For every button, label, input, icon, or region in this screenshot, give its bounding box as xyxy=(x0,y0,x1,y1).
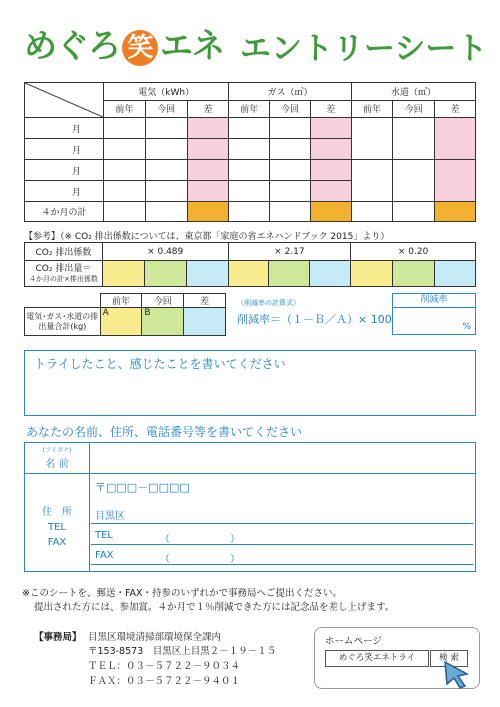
contact-heading: あなたの名前、住所、電話番号等を書いてください xyxy=(26,425,303,439)
total-label: ４か月の計 xyxy=(25,202,104,222)
input-cell[interactable] xyxy=(145,160,187,181)
coef-gas: × 2.17 xyxy=(228,243,351,261)
input-cell[interactable] xyxy=(104,118,146,139)
month-label: 月 xyxy=(25,160,104,181)
emission-cell[interactable] xyxy=(393,261,435,287)
group-water: 水道（㎥） xyxy=(351,83,475,101)
ward-label: 目黒区 xyxy=(95,511,125,522)
search-text[interactable]: めぐろ笑エネトライ xyxy=(325,650,429,667)
office-label: 【事務局】 xyxy=(34,632,82,643)
cell-diff[interactable] xyxy=(184,308,226,336)
fax-field-label: FAX xyxy=(95,550,114,561)
input-cell[interactable] xyxy=(145,202,187,222)
name-input[interactable] xyxy=(90,443,475,473)
reduction-rate-label: 削減率 xyxy=(393,294,475,308)
input-cell[interactable] xyxy=(229,118,270,139)
diff-cell[interactable] xyxy=(310,160,351,181)
title-part1: めぐろ xyxy=(24,26,120,65)
input-cell[interactable] xyxy=(229,202,270,222)
coef-water: × 0.20 xyxy=(351,243,476,261)
diff-cell[interactable] xyxy=(435,160,476,202)
emission-cell[interactable] xyxy=(144,261,186,287)
cell-b[interactable]: B xyxy=(142,308,184,336)
input-cell[interactable] xyxy=(145,118,187,139)
emission-label-sub: ４か月の計×排出係数 xyxy=(28,274,98,283)
summary-head: 差 xyxy=(184,294,226,308)
addr-label: 住 所 xyxy=(42,507,72,518)
search-button[interactable]: 検 索 xyxy=(430,650,468,667)
input-cell[interactable] xyxy=(351,202,393,222)
subhead: 差 xyxy=(435,100,476,118)
input-cell[interactable] xyxy=(270,118,311,139)
title-entry-sheet: エントリーシート xyxy=(240,31,488,67)
input-cell[interactable] xyxy=(104,139,146,160)
summary-row-label: 電気･ガス･水道の排出量合計(kg) xyxy=(25,308,101,336)
input-cell[interactable] xyxy=(104,160,146,181)
input-cell[interactable] xyxy=(229,181,270,202)
formula-caption: （削減率の計算式） xyxy=(237,299,300,307)
input-cell[interactable] xyxy=(393,160,435,202)
office-fax: ＦＡＸ：０３－５７２２－９４０１ xyxy=(88,676,241,687)
emission-cell[interactable] xyxy=(310,261,351,287)
subhead: 今回 xyxy=(270,100,311,118)
diff-cell[interactable] xyxy=(187,118,229,139)
input-cell[interactable] xyxy=(229,139,270,160)
diff-cell[interactable] xyxy=(310,139,351,160)
coef-electric: × 0.489 xyxy=(102,243,228,261)
zip-field[interactable]: 〒□□□－□□□□ xyxy=(95,481,190,494)
smile-icon: 笑 xyxy=(122,30,158,66)
emission-cell[interactable] xyxy=(102,261,144,287)
page-title xyxy=(0,10,500,70)
input-cell[interactable] xyxy=(270,181,311,202)
month-label: 月 xyxy=(25,139,104,160)
input-cell[interactable] xyxy=(393,202,435,222)
subhead: 差 xyxy=(310,100,351,118)
office-address: 〒153-8573 目黒区上目黒２－１９－１５ xyxy=(88,646,277,657)
group-electric: 電気（kWh） xyxy=(104,83,229,101)
try-heading: トライしたこと、感じたことを書いてください xyxy=(34,357,286,371)
input-cell[interactable] xyxy=(270,160,311,181)
subhead: 差 xyxy=(187,100,229,118)
reference-note: 【参考】（※ CO₂ 排出係数については、東京都「家庭の省エネハンドブック 2015」より） xyxy=(24,232,390,242)
diff-cell[interactable] xyxy=(187,139,229,160)
subhead: 前年 xyxy=(351,100,393,118)
emission-label-main: CO₂ 排出量＝ xyxy=(35,263,92,274)
tel-line[interactable] xyxy=(91,544,473,545)
tel-label: TEL xyxy=(48,522,66,533)
office-name: 目黒区環境清掃部環境保全課内 xyxy=(88,632,222,643)
fax-label: FAX xyxy=(47,537,67,548)
summary-table xyxy=(24,293,226,336)
homepage-box xyxy=(314,627,480,689)
input-cell[interactable] xyxy=(104,202,146,222)
diff-cell[interactable] xyxy=(435,118,476,160)
diff-cell[interactable] xyxy=(187,181,229,202)
tel-field-label: TEL xyxy=(95,530,113,541)
emission-cell[interactable] xyxy=(269,261,310,287)
name-label: 名 前 xyxy=(45,459,69,470)
subhead: 今回 xyxy=(393,100,435,118)
note-line-2: 提出された方には、参加賞。４か月で１％削減できた方には記念品を差し上げます。 xyxy=(34,602,395,613)
month-label: 月 xyxy=(25,181,104,202)
furigana-label: (フリガナ) xyxy=(42,447,72,454)
input-cell[interactable] xyxy=(393,118,435,160)
total-diff-cell[interactable] xyxy=(435,202,476,222)
tel-paren-close: ） xyxy=(230,534,240,545)
group-gas: ガス（㎥） xyxy=(229,83,351,101)
total-diff-cell[interactable] xyxy=(310,202,351,222)
month-label: 月 xyxy=(25,118,104,139)
note-line-1: ※このシートを、郵送・FAX・持参のいずれかで事務局へご提出ください。 xyxy=(22,588,343,599)
input-cell[interactable] xyxy=(270,202,311,222)
tel-paren-open: （ xyxy=(160,534,170,545)
diff-cell[interactable] xyxy=(187,160,229,181)
emission-cell[interactable] xyxy=(351,261,393,287)
try-box[interactable] xyxy=(24,350,476,416)
emission-cell[interactable] xyxy=(186,261,228,287)
contact-box xyxy=(24,442,476,572)
office-tel: ＴＥＬ：０３－５７２２－９０３４ xyxy=(88,661,241,672)
diff-cell[interactable] xyxy=(310,181,351,202)
input-cell[interactable] xyxy=(351,118,393,160)
input-cell[interactable] xyxy=(145,139,187,160)
input-cell[interactable] xyxy=(145,181,187,202)
formula: 削減率＝（１－Ｂ／Ａ）× 100 xyxy=(237,313,392,326)
ward-line xyxy=(91,523,473,524)
input-cell[interactable] xyxy=(270,139,311,160)
input-cell[interactable] xyxy=(229,160,270,181)
cell-a[interactable]: A xyxy=(100,308,142,336)
homepage-label: ホームページ xyxy=(325,636,382,647)
subhead: 前年 xyxy=(104,100,146,118)
subhead: 前年 xyxy=(229,100,270,118)
reduction-rate-unit: % xyxy=(462,322,471,332)
reduction-rate-box[interactable] xyxy=(392,293,476,335)
usage-table xyxy=(24,82,476,222)
name-divider xyxy=(25,473,475,474)
emission-label xyxy=(25,261,103,287)
total-diff-cell[interactable] xyxy=(187,202,229,222)
input-cell[interactable] xyxy=(104,181,146,202)
fax-line[interactable] xyxy=(91,564,473,565)
title-brand xyxy=(24,20,224,67)
summary-head: 前年 xyxy=(100,294,142,308)
summary-head: 今回 xyxy=(142,294,184,308)
coef-table xyxy=(24,242,476,287)
subhead: 今回 xyxy=(145,100,187,118)
diagonal-line xyxy=(25,83,103,117)
address-labels xyxy=(25,505,89,550)
input-cell[interactable] xyxy=(351,160,393,202)
fax-paren-open: （ xyxy=(160,554,170,565)
diff-cell[interactable] xyxy=(310,118,351,139)
title-part2: エネ xyxy=(160,26,224,65)
coef-label: CO₂ 排出係数 xyxy=(25,243,103,261)
cursor-arrow-icon xyxy=(443,660,477,690)
emission-cell[interactable] xyxy=(435,261,476,287)
fax-paren-close: ） xyxy=(230,554,240,565)
emission-cell[interactable] xyxy=(228,261,269,287)
table-corner xyxy=(25,83,104,118)
